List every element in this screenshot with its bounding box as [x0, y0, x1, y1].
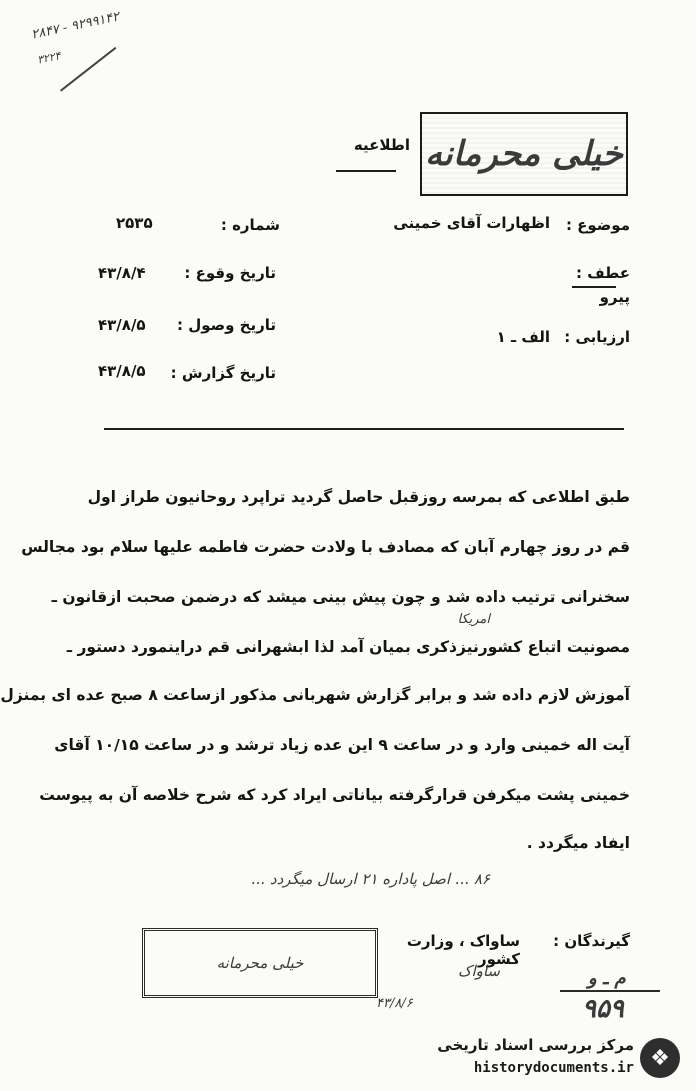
event-date-label: تاریخ وقوع :: [184, 264, 276, 282]
subject-label: موضوع :: [565, 216, 630, 234]
registry-stamp: [30, 9, 170, 80]
handwritten-signature: ساواک: [458, 962, 500, 980]
number-label: شماره :: [220, 216, 280, 234]
body-line-2: قم در روز چهارم آبان که مصادف با ولادت حضرت فاطمه علیها سلام بود مجالس: [21, 538, 630, 556]
report-date-value: ۴۳/۸/۵: [98, 362, 146, 380]
handwritten-number: ۹۵۹: [582, 994, 624, 1024]
number-value: ۲۵۳۵: [116, 214, 153, 232]
book-icon: ❖: [640, 1038, 680, 1078]
body-insertion: امریکا: [457, 612, 490, 627]
body-line-8: ایفاد میگردد .: [526, 834, 630, 852]
body-line-4: مصونیت اتباع کشورنیزذکری بمیان آمد لذا ابشهرانی قم دراینمورد دستور ـ: [66, 638, 630, 656]
event-date-value: ۴۳/۸/۴: [98, 264, 146, 282]
registry-slash: [60, 47, 116, 92]
evaluation-label: ارزیابی :: [564, 328, 630, 346]
report-date-label: تاریخ گزارش :: [170, 364, 276, 382]
watermark: [400, 1036, 680, 1086]
handwritten-forwarding-note: ۸۶ ... اصل پاداره ۲۱ ارسال میگردد ...: [250, 870, 490, 888]
handwritten-code: م ـ و: [588, 968, 626, 989]
reference-label: عطف :: [576, 264, 630, 282]
body-line-5: آموزش لازم داده شد و برابر گزارش شهربانی مذکور ازساعت ۸ صبح عده ای بمنزل: [0, 686, 630, 704]
received-date-label: تاریخ وصول :: [176, 316, 276, 334]
body-line-7: خمینی پشت میکرفن قرارگرفته بیاناتی ایراد کرد که شرح خلاصه آن به پیوست: [39, 786, 630, 804]
recipients-label: گیرندگان :: [553, 932, 630, 950]
watermark-persian: مرکز بررسی اسناد تاریخی: [437, 1036, 634, 1054]
registry-number: ۲۸۴۷ - ۹۲۹۹۱۴۲: [30, 9, 121, 43]
document-type: اطلاعیه: [353, 136, 410, 154]
header-divider: [104, 428, 624, 430]
body-line-3: سخنرانی ترتیب داده شد و چون پیش بینی میشد که درضمن صحبت ازقانون ـ: [51, 588, 630, 606]
recipients-value: ساواک ، وزارت کشور: [406, 932, 520, 968]
body-line-1: طبق اطلاعی که بمرسه روزقبل حاصل گردید تراپرد روحانیون طراز اول: [87, 488, 630, 506]
received-date-value: ۴۳/۸/۵: [98, 316, 146, 334]
watermark-url: historydocuments.ir: [473, 1060, 634, 1076]
subject-value: اظهارات آقای خمینی: [393, 214, 550, 232]
document-type-underline: [336, 170, 396, 172]
handwritten-date: ۴۳/۸/۶: [376, 996, 413, 1011]
handwritten-code-rule: [560, 990, 660, 992]
body-line-6: آیت اله خمینی وارد و در ساعت ۹ این عده زیاد ترشد و در ساعت ۱۰/۱۵ آقای: [54, 736, 630, 754]
classification-stamp: خیلی محرمانه: [420, 112, 628, 196]
registry-subnumber: ۳۲۲۴: [36, 49, 62, 67]
recipients-stamp: خیلی محرمانه: [142, 928, 378, 998]
followup-label: پیرو: [599, 288, 630, 306]
evaluation-value: الف ـ ۱: [496, 328, 550, 346]
